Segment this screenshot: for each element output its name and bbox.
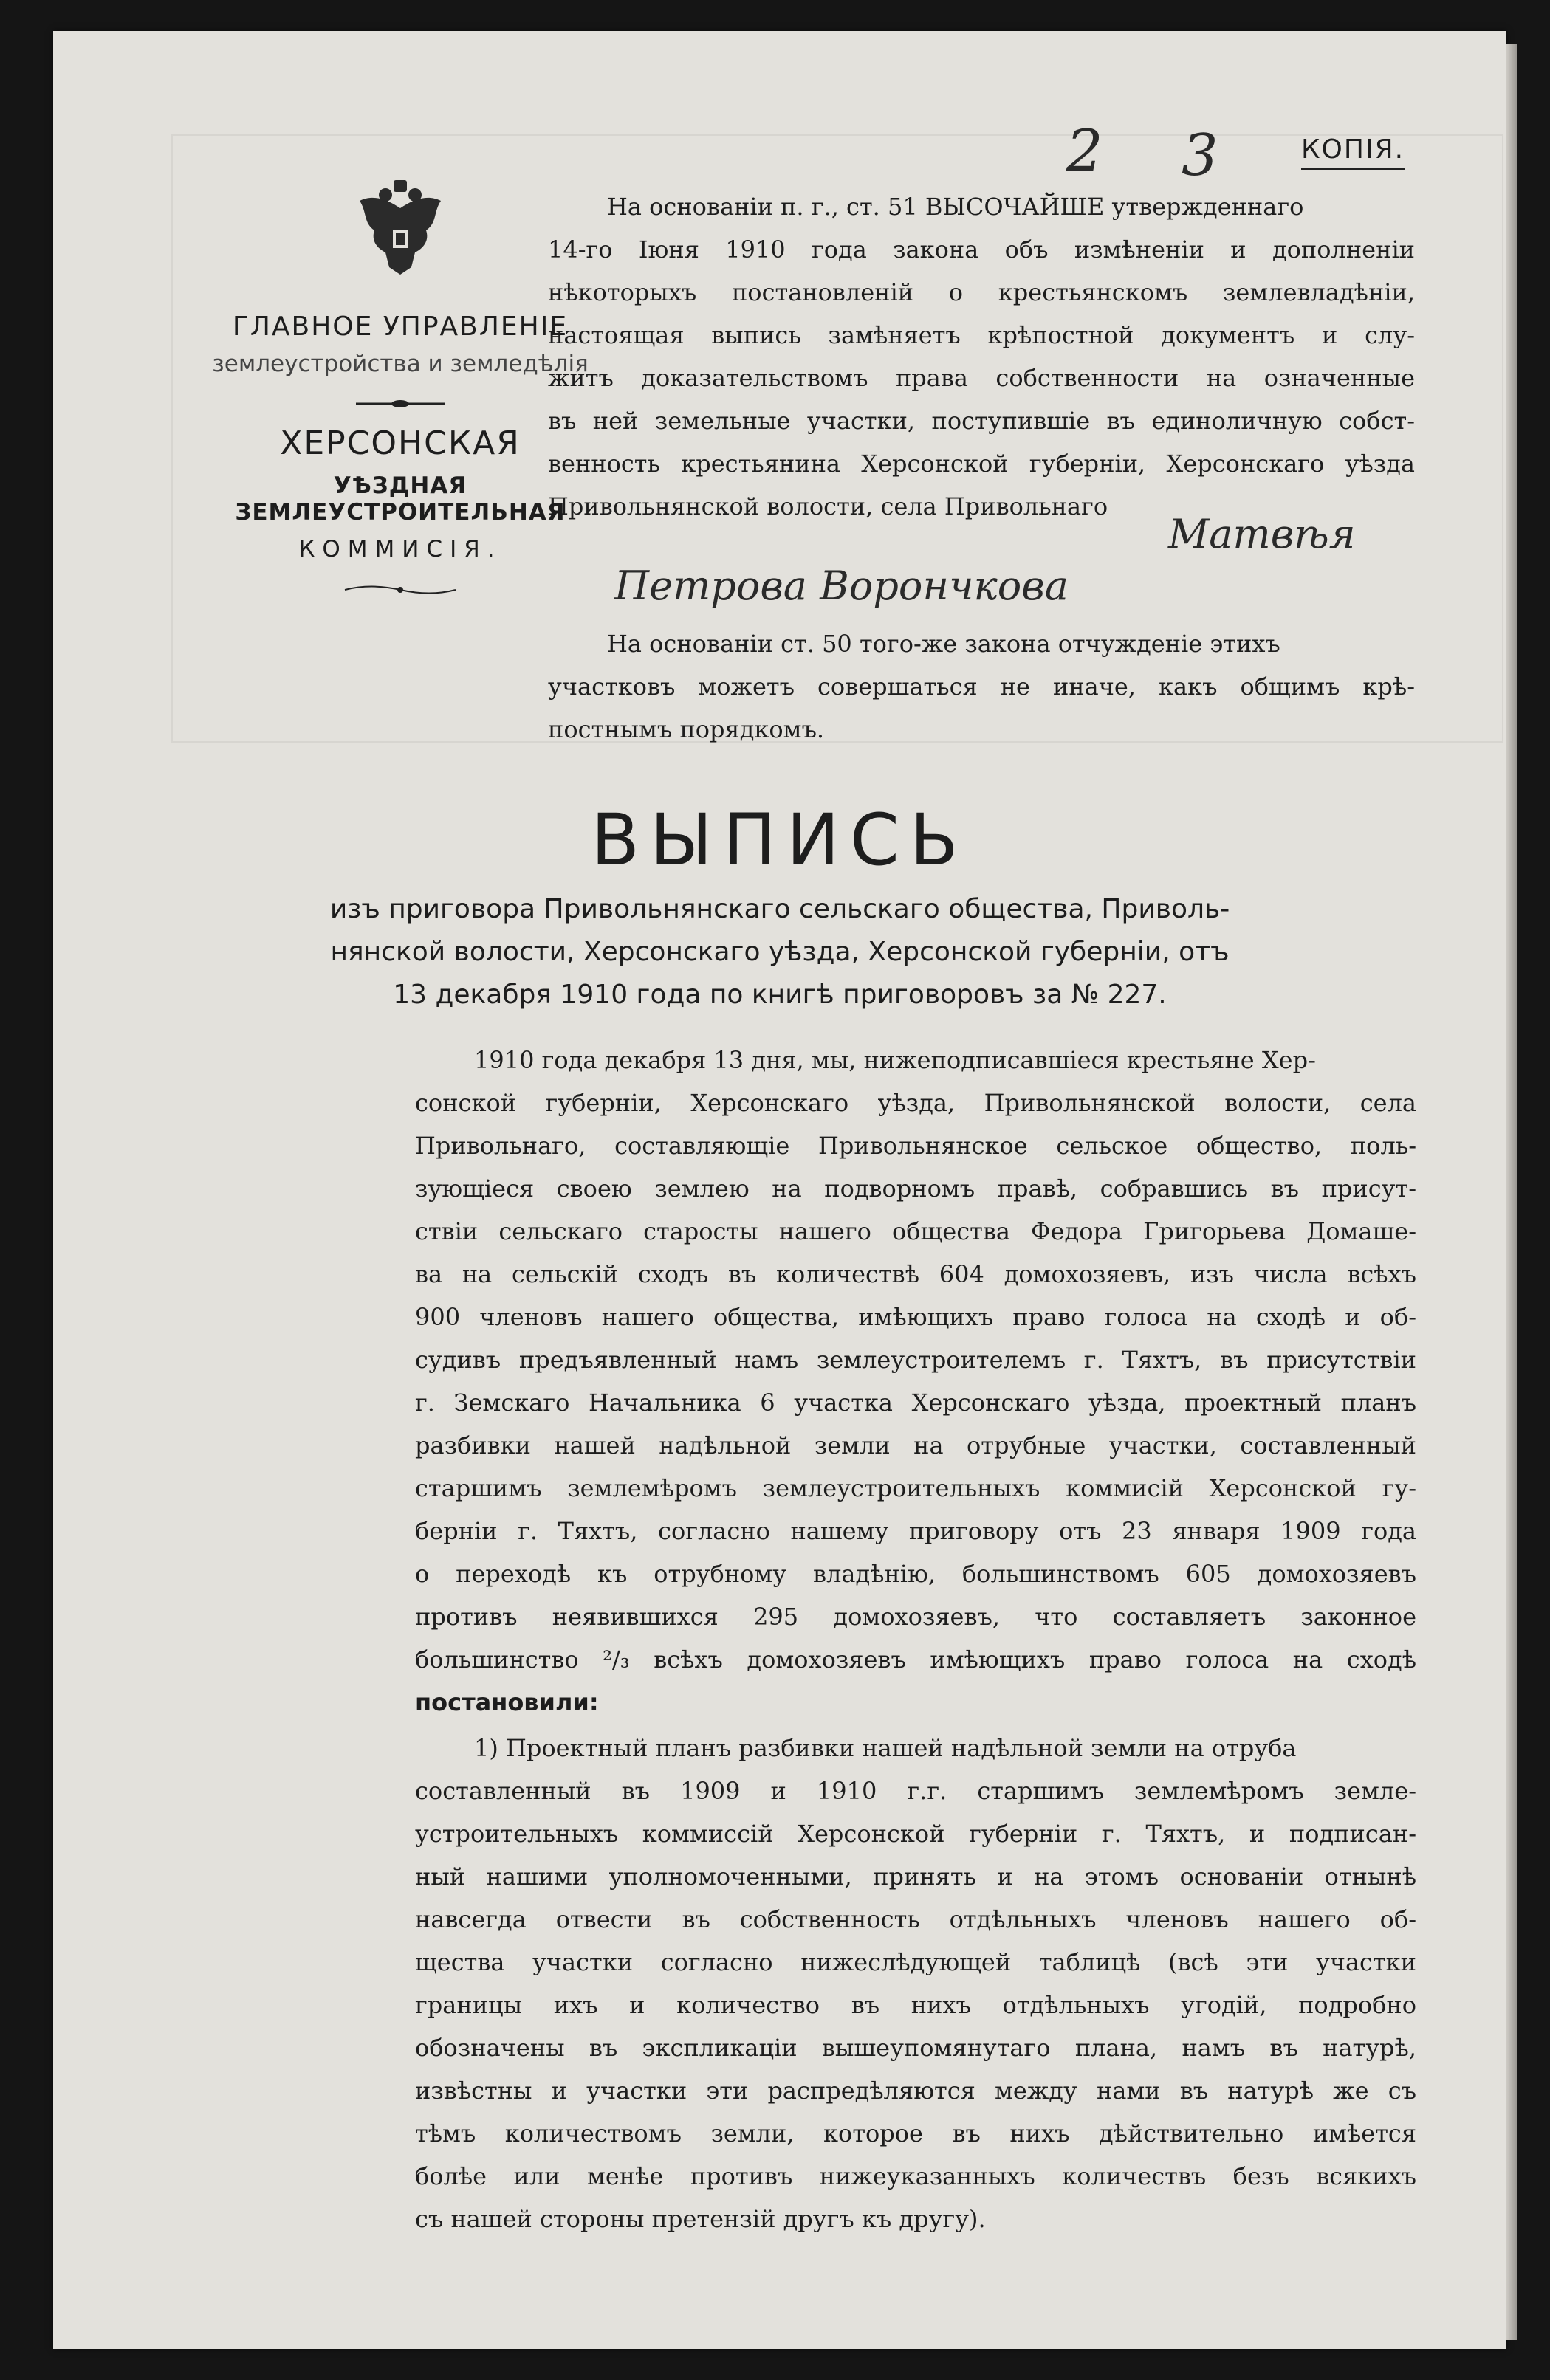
preamble-line: въ ней земельные участки, поступившіе въ единоличную собст- xyxy=(548,407,1415,435)
document-title: ВЫПИСЬ xyxy=(591,799,969,881)
resolved-heading: постановили: xyxy=(415,1688,599,1716)
body-line: Привольнаго, составляющіе Привольнянское сельское общество, поль- xyxy=(415,1132,1416,1160)
clause-line: навсегда отвести въ собственность отдѣльныхъ членовъ нашего об- xyxy=(415,1905,1416,1933)
org-line-2: землеустройства и земледѣлія xyxy=(212,351,589,377)
body-line: противъ неявившихся 295 домохозяевъ, что составляетъ законное xyxy=(415,1603,1416,1631)
org-line-3: ХЕРСОНСКАЯ xyxy=(280,424,521,462)
subtitle-line: 13 декабря 1910 года по книгѣ приговоровъ за № 227. xyxy=(393,980,1167,1010)
clause-line: извѣстны и участки эти распредѣляются между нами въ натурѣ же съ xyxy=(415,2077,1416,2105)
preamble-line: постнымъ порядкомъ. xyxy=(548,715,825,743)
org-line-1: ГЛАВНОЕ УПРАВЛЕНІЕ xyxy=(232,312,569,342)
clause-line: 1) Проектный планъ разбивки нашей надѣльной земли на отруба xyxy=(474,1734,1297,1762)
preamble-line: 14-го Іюня 1910 года закона объ измѣненіи и дополненіи xyxy=(548,235,1415,264)
handwritten-number-1: 2 xyxy=(1066,118,1103,185)
clause-line: устроительныхъ коммиссій Херсонской губерніи г. Тяхтъ, и подписан- xyxy=(415,1820,1416,1848)
body-line: зующіеся своею землею на подворномъ правѣ, собравшись въ присут- xyxy=(415,1174,1416,1203)
org-line-4: УѢЗДНАЯ ЗЕМЛЕУСТРОИТЕЛЬНАЯ xyxy=(235,472,566,526)
clause-line: составленный въ 1909 и 1910 г.г. старшимъ землемѣромъ земле- xyxy=(415,1777,1416,1805)
clause-line: съ нашей стороны претензій другъ къ другу). xyxy=(415,2205,986,2233)
body-line: большинство ²/₃ всѣхъ домохозяевъ имѣющихъ право голоса на сходѣ xyxy=(415,1645,1416,1674)
subtitle-line: нянской волости, Херсонскаго уѣзда, Херсонской губерніи, отъ xyxy=(330,937,1230,967)
body-line: берніи г. Тяхтъ, согласно нашему приговору отъ 23 января 1909 года xyxy=(415,1517,1416,1545)
body-line: ствіи сельскаго старосты нашего общества Федора Григорьева Домаше- xyxy=(415,1217,1416,1245)
clause-line: болѣе или менѣе противъ нижеуказанныхъ количествъ безъ всякихъ xyxy=(415,2162,1416,2190)
body-line: о переходѣ къ отрубному владѣнію, большинствомъ 605 домохозяевъ xyxy=(415,1560,1416,1588)
body-line: ва на сельскій сходъ въ количествѣ 604 домохозяевъ, изъ числа всѣхъ xyxy=(415,1260,1416,1288)
body-line: сонской губерніи, Херсонскаго уѣзда, Привольнянской волости, села xyxy=(415,1089,1416,1117)
preamble-line: Привольнянской волости, села Привольнаго xyxy=(548,492,1108,520)
clause-line: обозначены въ экспликаціи вышеупомянутаго плана, намъ въ натурѣ, xyxy=(415,2034,1416,2062)
preamble-line: нѣкоторыхъ постановленій о крестьянскомъ землевладѣніи, xyxy=(548,278,1415,306)
preamble-line: житъ доказательствомъ права собственности на означенные xyxy=(548,364,1415,392)
subtitle-line: изъ приговора Привольнянскаго сельскаго общества, Приволь- xyxy=(329,894,1230,924)
preamble-line: На основаніи ст. 50 того-же закона отчужденіе этихъ xyxy=(607,630,1280,658)
handwritten-surname: Петрова Ворончкова xyxy=(614,563,1069,609)
preamble-line: настоящая выпись замѣняетъ крѣпостной документъ и слу- xyxy=(548,321,1415,349)
org-line-5: КОММИСІЯ. xyxy=(298,536,502,563)
handwritten-first-name: Матвѣя xyxy=(1168,511,1356,557)
document-page xyxy=(53,31,1506,2349)
preamble-line: венность крестьянина Херсонской губерніи, Херсонскаго уѣзда xyxy=(548,450,1415,478)
double-headed-eagle-icon xyxy=(345,179,456,282)
preamble-line: На основаніи п. г., ст. 51 ВЫСОЧАЙШЕ утвержденнаго xyxy=(607,193,1304,221)
copy-mark: КОПІЯ. xyxy=(1301,134,1405,170)
body-line: старшимъ землемѣромъ землеустроительныхъ коммисій Херсонской гу- xyxy=(415,1474,1416,1502)
body-line: 1910 года декабря 13 дня, мы, нижеподписавшіеся крестьяне Хер- xyxy=(474,1046,1316,1074)
clause-line: щества участки согласно нижеслѣдующей таблицѣ (всѣ эти участки xyxy=(415,1948,1416,1976)
body-line: г. Земскаго Начальника 6 участка Херсонскаго уѣзда, проектный планъ xyxy=(415,1389,1416,1417)
page-edge xyxy=(1506,44,1517,2340)
clause-line: тѣмъ количествомъ земли, которое въ нихъ дѣйствительно имѣется xyxy=(415,2119,1416,2147)
handwritten-number-2: 3 xyxy=(1182,123,1218,189)
clause-line: ный нашими уполномоченными, принять и на этомъ основаніи отнынѣ xyxy=(415,1863,1416,1891)
body-line: судивъ предъявленный намъ землеустроителемъ г. Тяхтъ, въ присутствіи xyxy=(415,1346,1416,1374)
clause-line: границы ихъ и количество въ нихъ отдѣльныхъ угодій, подробно xyxy=(415,1991,1416,2019)
ornament-flourish-icon xyxy=(341,583,459,596)
issuer-block xyxy=(201,179,600,611)
ornament-divider-icon xyxy=(356,398,445,410)
body-line: 900 членовъ нашего общества, имѣющихъ право голоса на сходѣ и об- xyxy=(415,1303,1416,1331)
preamble-line: участковъ можетъ совершаться не иначе, какъ общимъ крѣ- xyxy=(548,673,1415,701)
body-line: разбивки нашей надѣльной земли на отрубные участки, составленный xyxy=(415,1431,1416,1459)
